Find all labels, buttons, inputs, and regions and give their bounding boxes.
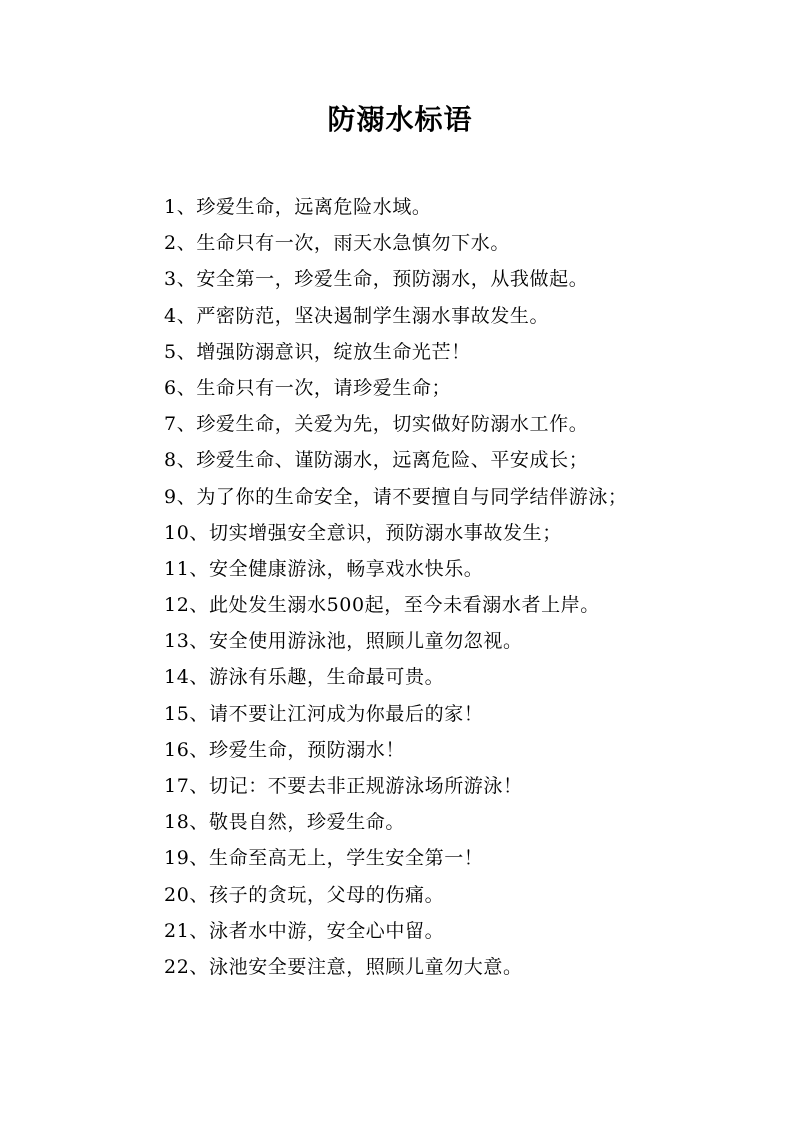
slogan-text: 切记：不要去非正规游泳场所游泳！ [209, 775, 523, 797]
slogan-separator: 、 [189, 775, 209, 797]
list-item [164, 587, 764, 623]
list-item [164, 877, 764, 913]
slogan-text: 珍爱生命，预防溺水！ [209, 738, 406, 761]
slogan-text: 生命至高无上，学生安全第一！ [209, 847, 484, 870]
slogan-text: 珍爱生命，关爱为先，切实做好防溺水工作。 [196, 413, 589, 436]
slogan-text: 生命只有一次，请珍爱生命； [196, 376, 452, 399]
slogan-separator: 、 [189, 594, 209, 617]
slogan-separator: 、 [189, 630, 209, 653]
slogan-separator: 、 [189, 666, 209, 689]
slogan-text: 请不要让江河成为你最后的家！ [209, 702, 484, 725]
list-item [164, 551, 764, 587]
list-item [164, 768, 764, 804]
slogan-text: 切实增强安全意识，预防溺水事故发生； [209, 521, 562, 544]
slogan-separator: 、 [189, 847, 209, 870]
list-item [164, 225, 764, 261]
slogan-number: 6 [164, 376, 177, 399]
slogan-separator: 、 [189, 702, 209, 725]
list-item [164, 732, 764, 768]
slogan-text: 为了你的生命安全，请不要擅自与同学结伴游泳； [196, 485, 628, 508]
list-item [164, 623, 764, 659]
list-item [164, 913, 764, 949]
list-item [164, 334, 764, 370]
list-item [164, 298, 764, 334]
slogan-separator: 、 [176, 376, 197, 399]
list-item [164, 515, 764, 551]
slogan-number: 2 [164, 232, 177, 255]
slogan-separator: 、 [176, 268, 197, 291]
slogan-number: 9 [164, 485, 177, 508]
slogan-number: 4 [164, 304, 177, 327]
slogan-number: 22 [164, 955, 190, 978]
slogan-list [164, 189, 764, 985]
slogan-number: 12 [164, 594, 190, 617]
slogan-text: 安全健康游泳，畅享戏水快乐。 [209, 557, 484, 580]
slogan-text: 敬畏自然，珍爱生命。 [209, 811, 406, 834]
slogan-number: 14 [164, 666, 190, 689]
slogan-separator: 、 [176, 232, 197, 255]
list-item [164, 261, 764, 297]
list-item [164, 949, 764, 985]
slogan-number: 18 [164, 811, 190, 834]
slogan-separator: 、 [176, 196, 197, 218]
slogan-text: 珍爱生命、谨防溺水，远离危险、平安成长； [196, 449, 589, 472]
slogan-separator: 、 [189, 883, 209, 906]
list-item [164, 370, 764, 406]
slogan-number: 17 [164, 775, 190, 797]
slogan-separator: 、 [189, 919, 209, 942]
slogan-text: 泳池安全要注意，照顾儿童勿大意。 [209, 955, 523, 978]
slogan-text: 安全使用游泳池，照顾儿童勿忽视。 [209, 630, 523, 653]
slogan-separator: 、 [189, 811, 209, 834]
slogan-text: 增强防溺意识，绽放生命光芒！ [196, 340, 471, 363]
slogan-number: 7 [164, 413, 177, 436]
slogan-text: 游泳有乐趣，生命最可贵。 [209, 666, 445, 689]
list-item [164, 479, 764, 515]
slogan-separator: 、 [176, 449, 197, 472]
list-item [164, 659, 764, 695]
list-item [164, 840, 764, 876]
slogan-separator: 、 [176, 485, 197, 508]
list-item [164, 804, 764, 840]
slogan-separator: 、 [189, 738, 209, 761]
slogan-text: 泳者水中游，安全心中留。 [209, 919, 445, 942]
slogan-number: 20 [164, 883, 190, 906]
slogan-separator: 、 [189, 521, 209, 544]
list-item [164, 406, 764, 442]
slogan-number: 3 [164, 268, 177, 291]
slogan-separator: 、 [176, 340, 197, 363]
list-item [164, 189, 764, 225]
list-item [164, 696, 764, 732]
slogan-number: 19 [164, 847, 190, 870]
slogan-text: 此处发生溺水500起，至今未看溺水者上岸。 [209, 594, 600, 617]
slogan-number: 11 [164, 557, 190, 580]
slogan-separator: 、 [176, 304, 197, 327]
list-item [164, 442, 764, 478]
document-title: 防溺水标语 [327, 103, 473, 136]
slogan-number: 1 [164, 196, 177, 218]
slogan-text: 安全第一，珍爱生命，预防溺水，从我做起。 [196, 268, 589, 291]
slogan-text: 严密防范，坚决遏制学生溺水事故发生。 [196, 304, 550, 327]
slogan-number: 21 [164, 919, 190, 942]
slogan-number: 15 [164, 702, 190, 725]
slogan-number: 10 [164, 521, 190, 544]
slogan-text: 孩子的贪玩，父母的伤痛。 [209, 883, 445, 906]
slogan-separator: 、 [176, 413, 197, 436]
slogan-text: 珍爱生命，远离危险水域。 [196, 196, 432, 218]
slogan-number: 5 [164, 340, 177, 363]
slogan-separator: 、 [189, 955, 209, 978]
slogan-text: 生命只有一次，雨天水急慎勿下水。 [196, 232, 510, 255]
slogan-number: 8 [164, 449, 177, 472]
slogan-number: 13 [164, 630, 190, 653]
slogan-number: 16 [164, 738, 190, 761]
slogan-separator: 、 [189, 557, 209, 580]
